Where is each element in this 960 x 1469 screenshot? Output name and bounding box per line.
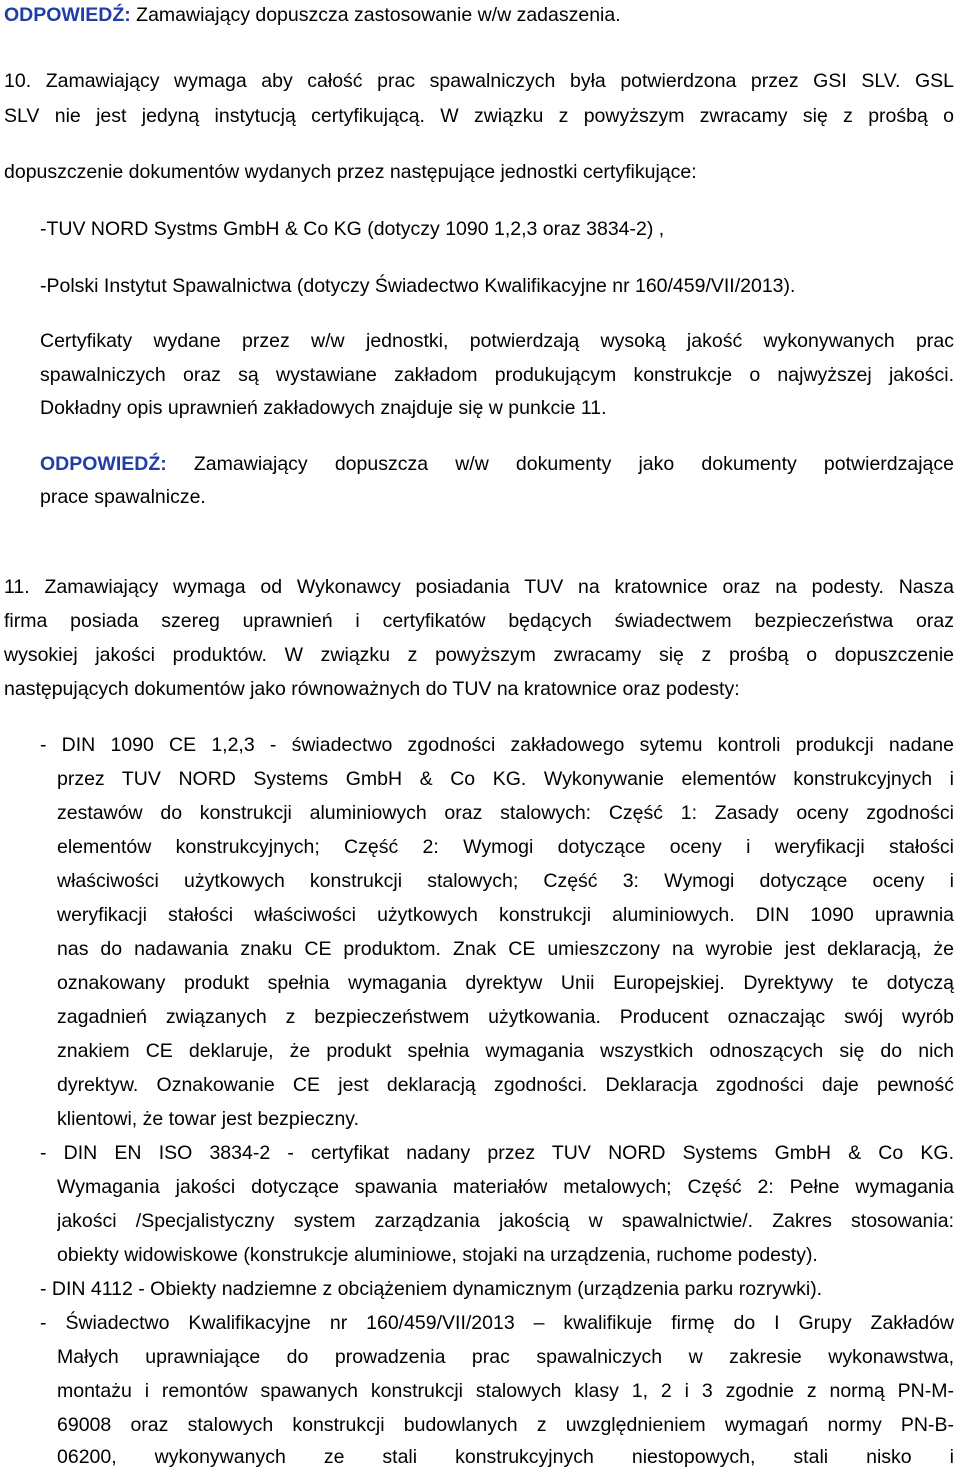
list-item: -Polski Instytut Spawalnictwa (dotyczy Świadectwo Kwalifikacyjne nr 160/459/VII/2013). — [40, 275, 796, 297]
paragraph-line: wysokiej jakości produktów. W związku z powyższym zwracamy się z prośbą o dopuszczenie — [4, 644, 954, 666]
paragraph-line: SLV nie jest jedyną instytucją certyfikującą. W związku z powyższym zwracamy się z prośbą o — [4, 105, 954, 127]
paragraph-line: firma posiada szereg uprawnień i certyfikatów będących świadectwem bezpieczeństwa oraz — [4, 610, 954, 632]
list-item: -TUV NORD Systms GmbH & Co KG (dotyczy 1090 1,2,3 oraz 3834-2) , — [40, 218, 665, 240]
answer-text-continued: prace spawalnicze. — [40, 486, 206, 508]
list-item: - DIN 1090 CE 1,2,3 - świadectwo zgodności zakładowego sytemu kontroli produkcji nadane — [40, 734, 954, 756]
list-item-continued: elementów konstrukcyjnych; Część 2: Wymogi dotyczące oceny i weryfikacji stałości — [57, 836, 954, 858]
answer-text: Zamawiający dopuszcza w/w dokumenty jako dokumenty potwierdzające — [166, 453, 954, 475]
list-item-continued: oznakowany produkt spełnia wymagania dyrektyw Unii Europejskiej. Dyrektywy te dotyczą — [57, 972, 954, 994]
list-item: - DIN 4112 - Obiekty nadziemne z obciążeniem dynamicznym (urządzenia parku rozrywki). — [40, 1278, 823, 1300]
paragraph-line: spawalniczych oraz są wystawiane zakładom produkującym konstrukcje o najwyższej jakości. — [40, 364, 954, 386]
list-item-continued: montażu i remontów spawanych konstrukcji stalowych klasy 1, 2 i 3 zgodnie z normą PN-M- — [57, 1380, 954, 1402]
list-item-continued: Wymagania jakości dotyczące spawania materiałów metalowych; Część 2: Pełne wymagania — [57, 1176, 954, 1198]
list-item-continued: 69008 oraz stalowych konstrukcji budowlanych z uwzględnieniem wymagań normy PN-B- — [57, 1414, 954, 1436]
paragraph-line: Certyfikaty wydane przez w/w jednostki, potwierdzają wysoką jakość wykonywanych prac — [40, 330, 954, 352]
list-item-continued: weryfikacji stałości właściwości użytkowych konstrukcji aluminiowych. DIN 1090 uprawnia — [57, 904, 954, 926]
list-item-continued: 06200, wykonywanych ze stali konstrukcyjnych niestopowych, stali nisko i — [57, 1446, 954, 1468]
answer-label: ODPOWIEDŹ: — [40, 453, 167, 475]
list-item-continued: znakiem CE deklaruje, że produkt spełnia wymagania wszystkich odnoszących się do nich — [57, 1040, 954, 1062]
answer-text: Zamawiający dopuszcza zastosowanie w/w zadaszenia. — [130, 4, 621, 26]
paragraph-line: następujących dokumentów jako równoważnych do TUV na kratownice oraz podesty: — [4, 678, 740, 700]
paragraph-line: Dokładny opis uprawnień zakładowych znajduje się w punkcie 11. — [40, 397, 607, 419]
list-item-continued: obiekty widowiskowe (konstrukcje aluminiowe, stojaki na urządzenia, ruchome podesty). — [57, 1244, 818, 1266]
answer-line — [40, 452, 954, 476]
paragraph-line: 11. Zamawiający wymaga od Wykonawcy posiadania TUV na kratownice oraz na podesty. Nasza — [4, 576, 954, 598]
list-item-continued: zagadnień związanych z bezpieczeństwem użytkowania. Producent oznaczając swój wyrób — [57, 1006, 954, 1028]
list-item-continued: przez TUV NORD Systems GmbH & Co KG. Wykonywanie elementów konstrukcyjnych i — [57, 768, 954, 790]
list-item-continued: dyrektyw. Oznakowanie CE jest deklaracją zgodności. Deklaracja zgodności daje pewność — [57, 1074, 954, 1096]
answer-label: ODPOWIEDŹ: — [4, 4, 131, 26]
paragraph-line: dopuszczenie dokumentów wydanych przez następujące jednostki certyfikujące: — [4, 161, 697, 183]
list-item-continued: nas do nadawania znaku CE produktom. Znak CE umieszczony na wyrobie jest deklaracją, że — [57, 938, 954, 960]
list-item: - Świadectwo Kwalifikacyjne nr 160/459/VII/2013 – kwalifikuje firmę do I Grupy Zakładów — [40, 1312, 954, 1334]
list-item-continued: właściwości użytkowych konstrukcji stalowych; Część 3: Wymogi dotyczące oceny i — [57, 870, 954, 892]
paragraph-line: 10. Zamawiający wymaga aby całość prac spawalniczych była potwierdzona przez GSI SLV. GSL — [4, 70, 954, 92]
list-item-continued: jakości /Specjalistyczny system zarządzania jakością w spawalnictwie/. Zakres stosowania: — [57, 1210, 954, 1232]
list-item-continued: klientowi, że towar jest bezpieczny. — [57, 1108, 360, 1130]
list-item-continued: Małych uprawniające do prowadzenia prac spawalniczych w zakresie wykonawstwa, — [57, 1346, 954, 1368]
list-item-continued: zestawów do konstrukcji aluminiowych oraz stalowych: Część 1: Zasady oceny zgodności — [57, 802, 954, 824]
answer-line — [4, 3, 621, 27]
list-item: - DIN EN ISO 3834-2 - certyfikat nadany przez TUV NORD Systems GmbH & Co KG. — [40, 1142, 954, 1164]
